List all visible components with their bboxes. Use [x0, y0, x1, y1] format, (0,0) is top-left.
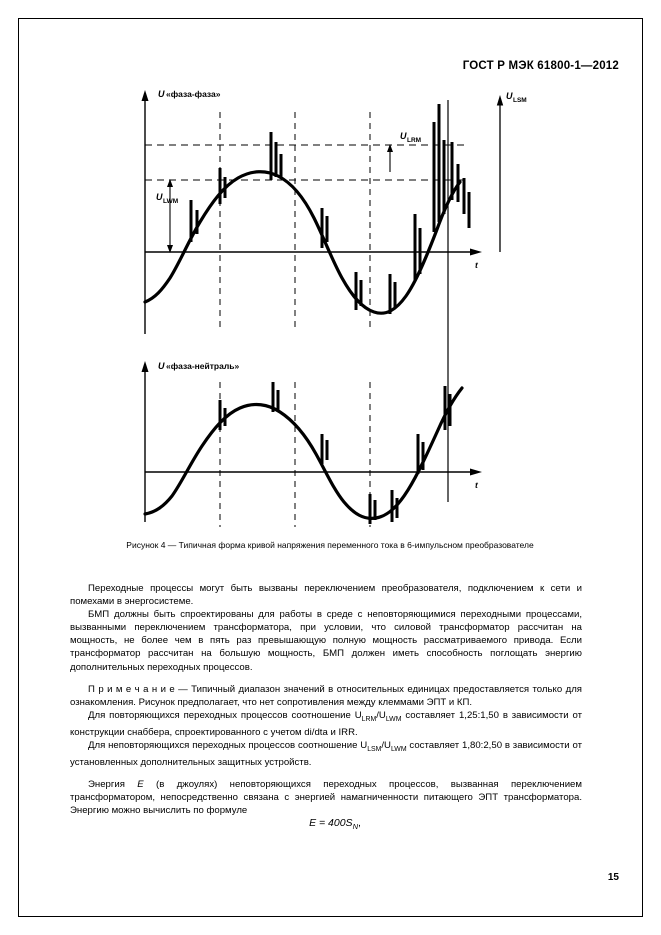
paragraph-4 — [70, 739, 582, 769]
figure-axis1-label: U — [158, 89, 165, 99]
p5-b: (в джоулях) неповторяющихся переходных процессов, вызванная переключением трансформатором, непосредственно связана с энергией намагниченности питающего ЭПТ трансформатора. Энергию можно вычислить по формуле — [70, 779, 582, 817]
p5-symbol: E — [137, 779, 144, 791]
p3-a: Для повторяющихся переходных процессов соотношение U — [88, 709, 362, 721]
svg-text:t: t — [475, 480, 478, 490]
p3-b: /U — [376, 709, 386, 721]
svg-text:LWM: LWM — [163, 198, 179, 205]
p3-sub2: LWM — [385, 715, 402, 723]
svg-text:LSM: LSM — [513, 97, 527, 104]
page-number: 15 — [607, 872, 619, 883]
p3-sub1: LRM — [361, 715, 377, 723]
svg-text:LRM: LRM — [407, 137, 422, 144]
p4-c: составляет 1,80:2,50 в зависимости от установленных дополнительных защитных устройств. — [70, 739, 582, 768]
paragraph-1: Переходные процессы могут быть вызваны переключением преобразователя, подключением к сети и помехами в энергосистеме. — [70, 583, 582, 608]
figure-caption: Рисунок 4 — Типичная форма кривой напряжения переменного тока в 6-импульсном преобразователе — [126, 540, 534, 550]
note-label: П р и м е ч а н и е — [88, 683, 175, 695]
paragraph-3 — [70, 709, 582, 739]
svg-text:«фаза-нейтраль»: «фаза-нейтраль» — [166, 361, 240, 371]
p4-b: /U — [381, 739, 391, 751]
note-text: — Типичный диапазон значений в относительных единицах предоставляется только для ознакомления. Рисунок предполагает, что нет сопротивления между клеммами ЭПТ и КП. — [70, 683, 582, 708]
formula-sub: N — [352, 822, 359, 832]
figure-4-svg — [60, 82, 580, 542]
formula-end: , — [358, 817, 361, 830]
body-text — [70, 582, 582, 834]
p4-a: Для неповторяющихся переходных процессов соотношение U — [88, 739, 368, 751]
p4-sub2: LWM — [390, 745, 407, 753]
svg-text:U: U — [506, 91, 513, 101]
paragraph-5 — [70, 778, 582, 817]
page-header: ГОСТ Р МЭК 61800-1—2012 — [462, 60, 619, 72]
note-paragraph — [70, 683, 582, 709]
svg-text:U: U — [156, 192, 163, 202]
svg-text:U: U — [400, 131, 407, 141]
formula — [70, 817, 582, 833]
figure-4 — [60, 82, 580, 542]
figure-axis2-label: U — [158, 361, 165, 371]
p3-c: составляет 1,25:1,50 в зависимости от конструкции снаббера, спроектированного с учетом di/dta и IRR. — [70, 709, 582, 738]
p5-a: Энергия — [88, 779, 138, 791]
svg-text:t: t — [475, 260, 478, 270]
svg-text:«фаза-фаза»: «фаза-фаза» — [166, 89, 221, 99]
paragraph-2: БМП должны быть спроектированы для работы в среде с неповторяющимися переходными процессами, вызванными переключением трансформатора, при условии, что силовой трансформатор рассчитан на мощность, не более чем в пять раз превышающую полную мощность рассматриваемого привода. Если трансформатор рассчитан на большую мощность, БМП должен иметь способность поглощать энергию дополнительных переходных процессов. — [70, 609, 582, 673]
p4-sub1: LSM — [367, 745, 382, 753]
formula-main: E = 400S — [309, 817, 353, 830]
